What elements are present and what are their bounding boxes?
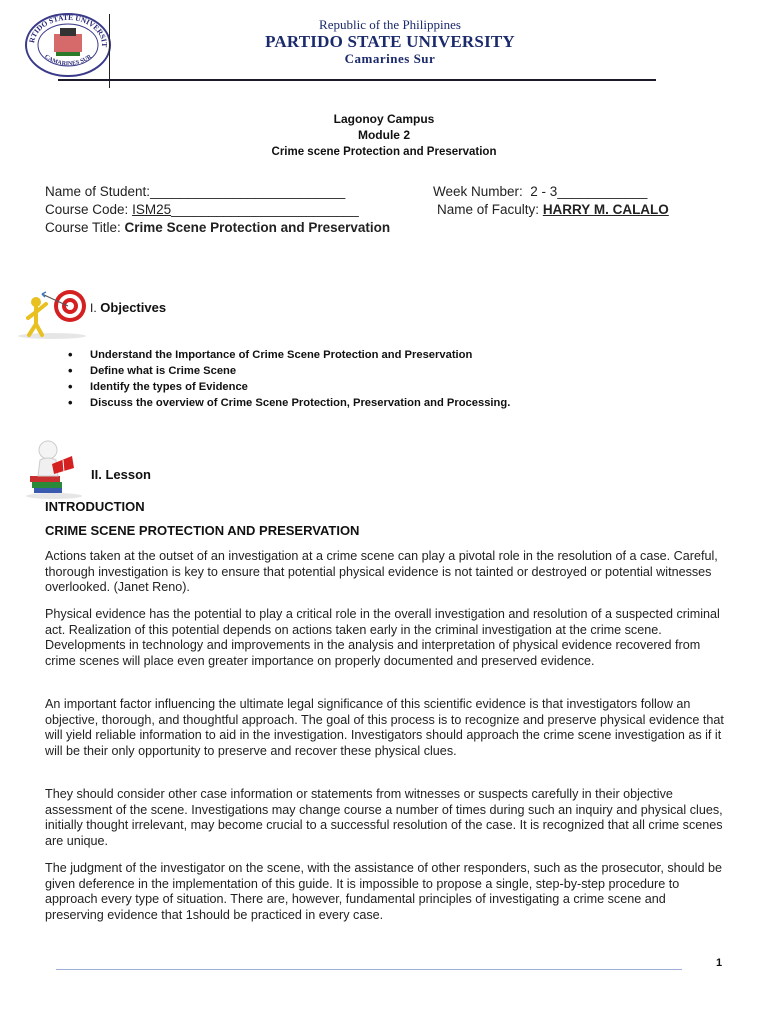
course-code-line [45,202,359,217]
seal-text-top: RTIDO STATE UNIVERSIT [27,12,110,48]
main-heading: CRIME SCENE PROTECTION AND PRESERVATION [45,523,360,538]
list-item: • Understand the Importance of Crime Scene Protection and Preservation [90,347,510,363]
page-number: 1 [716,957,723,969]
faculty-label: Name of Faculty: [437,202,540,217]
week-number-label: Week Number: [433,184,523,199]
lesson-paragraph-2: Physical evidence has the potential to play a critical role in the overall investigation and resolution of a suspected criminal act. Realization of this potential depends on actions taken early in the criminal investigation at the crime scene. Developments in technology and improvements in the analysis and interpretation of physical evidence recovered from crime scenes will place even greater importance on properly documented and preserved evidence. [45,607,720,668]
header-divider-vertical [109,14,110,88]
footer-divider [56,969,682,970]
objectives-numeral: I. [90,301,97,315]
course-code-value: ISM25 [132,202,172,217]
module-subject: Crime scene Protection and Preservation [271,146,497,158]
list-item: • Identify the types of Evidence [90,379,510,395]
republic-text: Republic of the Philippines [319,17,461,32]
course-code-blank: _________________________ [171,202,359,217]
week-number-blank: ____________ [557,184,648,199]
lesson-paragraph-1: Actions taken at the outset of an investigation at a crime scene can play a pivotal role in the resolution of a case. Careful, thorough investigation is key to ensure that potential physical evidence is not tainted or destroyed or potential witnesses overlooked. (Janet Reno). [45,549,718,595]
intro-heading: INTRODUCTION [45,499,145,514]
course-title-line [45,220,390,235]
lesson-paragraph-4: They should consider other case information or statements from witnesses or suspects carefully in their objective assessment of the scene. Investigations may change course a number of times during such an inquiry and physical clues, initially thought irrelevant, may become crucial to a successful resolution of the case. It is recognized that all crime scenes are unique. [45,787,723,848]
module-number: Module 2 [357,128,410,142]
faculty-value: HARRY M. CALALO [542,202,669,217]
reading-person-icon [18,436,88,500]
university-seal [24,12,112,78]
student-name-label: Name of Student: [45,184,151,199]
lesson-paragraph-3: An important factor influencing the ultimate legal significance of this scientific evidence is that investigators follow an objective, thorough, and thoughtful approach. The goal of this process is to recognize and preserve physical evidence that will yield reliable information to aid in the investigation. Investigators should approach the crime scene investigation as if it will be their only opportunity to preserve and recover these physical clues. [45,697,724,758]
objectives-list [90,347,510,411]
campus-name: Lagonoy Campus [333,112,435,126]
objectives-heading: Objectives [100,300,167,315]
week-number-line [433,184,647,199]
list-item: • Discuss the overview of Crime Scene Protection, Preservation and Processing. [90,395,510,411]
course-code-label: Course Code: [45,202,129,217]
faculty-line [437,202,669,217]
course-title-label: Course Title: [45,220,121,235]
student-name-line [45,184,345,199]
objectives-title [90,300,166,315]
lesson-title: II. Lesson [91,467,151,482]
list-item: • Define what is Crime Scene [90,363,510,379]
student-name-blank: __________________________ [150,184,346,199]
university-name: PARTIDO STATE UNIVERSITY [265,32,515,51]
seal-text-bottom: CAMARINES SUR [43,53,93,68]
header-divider-horizontal [58,79,656,81]
lesson-paragraph-5: The judgment of the investigator on the scene, with the assistance of other responders, such as the prosecutor, should be given deference in the implementation of this guide. It is impossible to propose a single, step-by-step procedure to approach every type of situation. There are, however, fundamental principles of investigating a crime scene and preserving evidence that 1should be practiced in every case. [45,861,722,922]
province-text: Camarines Sur [344,51,436,66]
week-number-value: 2 - 3 [530,184,558,199]
course-title-value: Crime Scene Protection and Preservation [124,220,391,235]
target-icon [14,288,90,340]
